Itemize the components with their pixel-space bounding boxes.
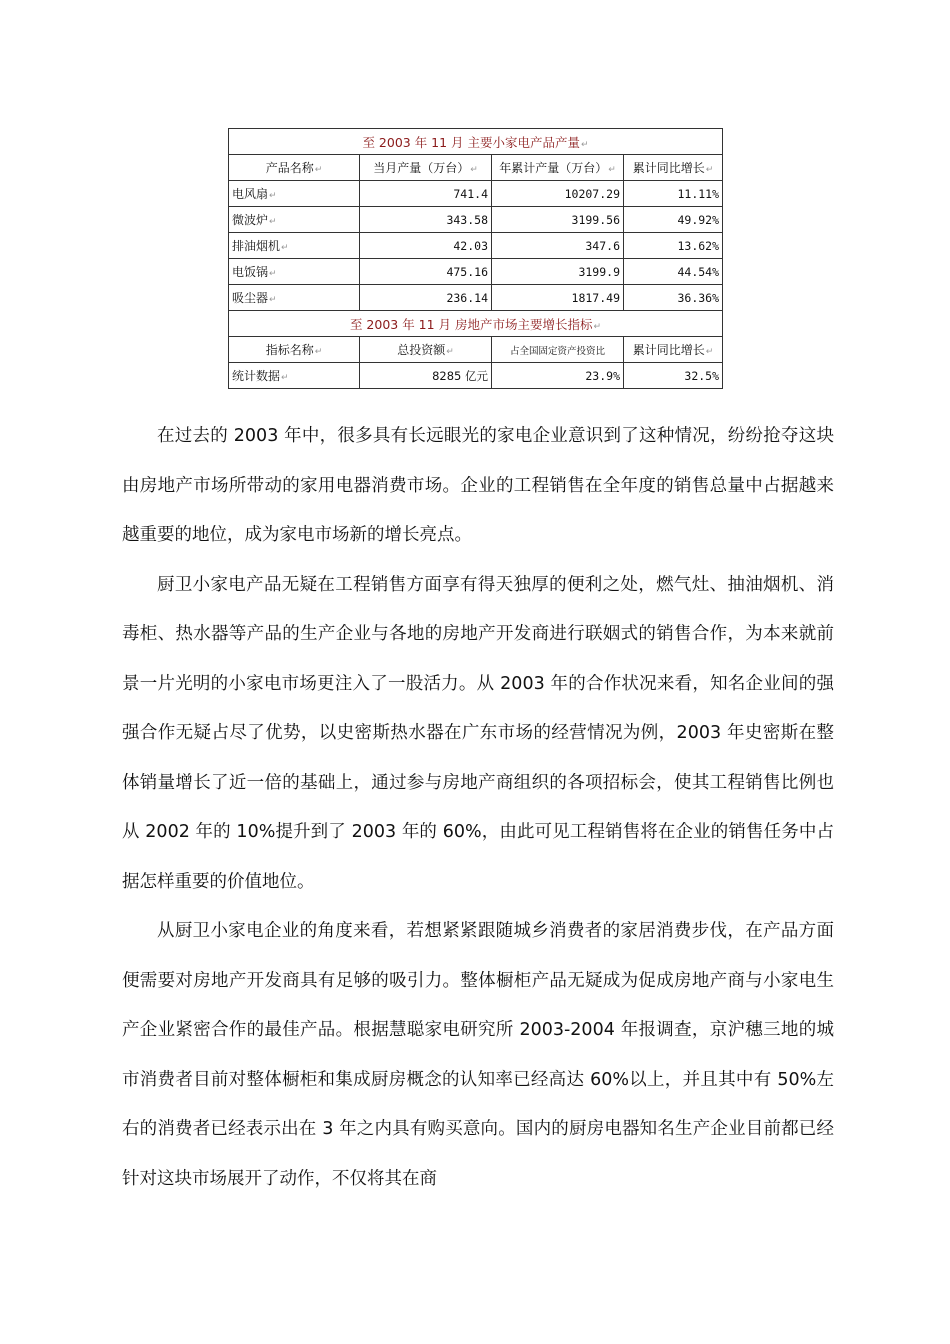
header-cell [492, 337, 624, 363]
cell-text: 排油烟机 [232, 239, 281, 253]
header-text: 总投资额 [397, 343, 446, 357]
header-text: 年累计产量（万台） [499, 161, 608, 175]
table-cell: 32.5% [624, 363, 723, 389]
table-title-small-appliances: 至 2003 年 11 月 主要小家电产品产量↵ [229, 129, 723, 155]
table-cell: 11.11% [624, 181, 723, 207]
article-body [122, 412, 834, 1204]
cell-text: 电风扇 [232, 187, 269, 201]
cell-text: 吸尘器 [232, 291, 269, 305]
header-cell: 累计同比增长↵ [624, 155, 723, 181]
statistics-table [228, 128, 722, 389]
header-cell: 累计同比增长↵ [624, 337, 723, 363]
header-cell: 年累计产量（万台）↵ [492, 155, 624, 181]
table-cell: 电风扇↵ [229, 181, 360, 207]
table-title-real-estate: 至 2003 年 11 月 房地产市场主要增长指标↵ [229, 311, 723, 337]
stats-table [228, 128, 723, 389]
cell-text: 微波炉 [232, 213, 269, 227]
table-cell: 236.14 [360, 285, 492, 311]
table-cell: 电饭锅↵ [229, 259, 360, 285]
table-row [229, 207, 723, 233]
table-cell: 741.4 [360, 181, 492, 207]
table-cell: 475.16 [360, 259, 492, 285]
table-cell: 8285 亿元 [360, 363, 492, 389]
table-title-row [229, 311, 723, 337]
paragraph: 厨卫小家电产品无疑在工程销售方面享有得天独厚的便利之处，燃气灶、抽油烟机、消毒柜、热水器等产品的生产企业与各地的房地产开发商进行联姻式的销售合作，为本来就前景一片光明的小家电市场更注入了一股活力。从 2003 年的合作状况来看，知名企业间的强强合作无疑占尽了优势，以史密斯热水器在广东市场的经营情况为例，2003 年史密斯在整体销量增长了近一倍的基础上，通过参与房地产商组织的各项招标会，使其工程销售比例也从 2002 年的 10%提升到了 2003 年的 60%，由此可见工程销售将在企业的销售任务中占据怎样重要的价值地位。 [122, 574, 834, 892]
header-text: 产品名称 [265, 161, 314, 175]
table-cell: 13.62% [624, 233, 723, 259]
header-cell: 总投资额↵ [360, 337, 492, 363]
table-cell: 343.58 [360, 207, 492, 233]
table-cell: 1817.49 [492, 285, 624, 311]
table-title-row [229, 129, 723, 155]
header-cell: 指标名称↵ [229, 337, 360, 363]
header-text: 累计同比增长 [632, 343, 705, 357]
table-row [229, 233, 723, 259]
paragraph: 在过去的 2003 年中，很多具有长远眼光的家电企业意识到了这种情况，纷纷抢夺这块由房地产市场所带动的家用电器消费市场。企业的工程销售在全年度的销售总量中占据越来越重要的地位，成为家电市场新的增长亮点。 [122, 426, 834, 545]
table-title-text: 至 2003 年 11 月 房地产市场主要增长指标 [349, 316, 593, 332]
header-cell: 产品名称↵ [229, 155, 360, 181]
table-title-text: 至 2003 年 11 月 主要小家电产品产量 [362, 134, 581, 150]
header-cell: 当月产量（万台）↵ [360, 155, 492, 181]
cell-text: 电饭锅 [232, 265, 269, 279]
table-row [229, 285, 723, 311]
table-cell: 36.36% [624, 285, 723, 311]
header-text: 累计同比增长 [632, 161, 705, 175]
table-row [229, 259, 723, 285]
paragraph: 从厨卫小家电企业的角度来看，若想紧紧跟随城乡消费者的家居消费步伐，在产品方面便需要对房地产开发商具有足够的吸引力。整体橱柜产品无疑成为促成房地产商与小家电生产企业紧密合作的最佳产品。根据慧聪家电研究所 2003-2004 年报调查，京沪穗三地的城市消费者目前对整体橱柜和集成厨房概念的认知率已经高达 60%以上，并且其中有 50%左右的消费者已经表示出在 3 年之内具有购买意向。国内的厨房电器知名生产企业目前都已经针对这块市场展开了动作，不仅将其在商 [122, 921, 834, 1189]
table-cell: 微波炉↵ [229, 207, 360, 233]
table-cell: 排油烟机↵ [229, 233, 360, 259]
table-cell: 23.9% [492, 363, 624, 389]
header-text: 指标名称 [265, 343, 314, 357]
table-cell: 吸尘器↵ [229, 285, 360, 311]
table-cell: 49.92% [624, 207, 723, 233]
table-cell: 10207.29 [492, 181, 624, 207]
table-cell: 44.54% [624, 259, 723, 285]
cell-text: 统计数据 [232, 369, 281, 383]
table-row [229, 181, 723, 207]
table-header-row [229, 337, 723, 363]
table-header-row [229, 155, 723, 181]
header-text: 当月产量（万台） [373, 161, 470, 175]
table-cell: 3199.56 [492, 207, 624, 233]
table-cell: 3199.9 [492, 259, 624, 285]
table-row [229, 363, 723, 389]
header-text: 占全国固定资产投资比 [509, 345, 605, 357]
table-cell: 统计数据↵ [229, 363, 360, 389]
table-cell: 347.6 [492, 233, 624, 259]
table-cell: 42.03 [360, 233, 492, 259]
